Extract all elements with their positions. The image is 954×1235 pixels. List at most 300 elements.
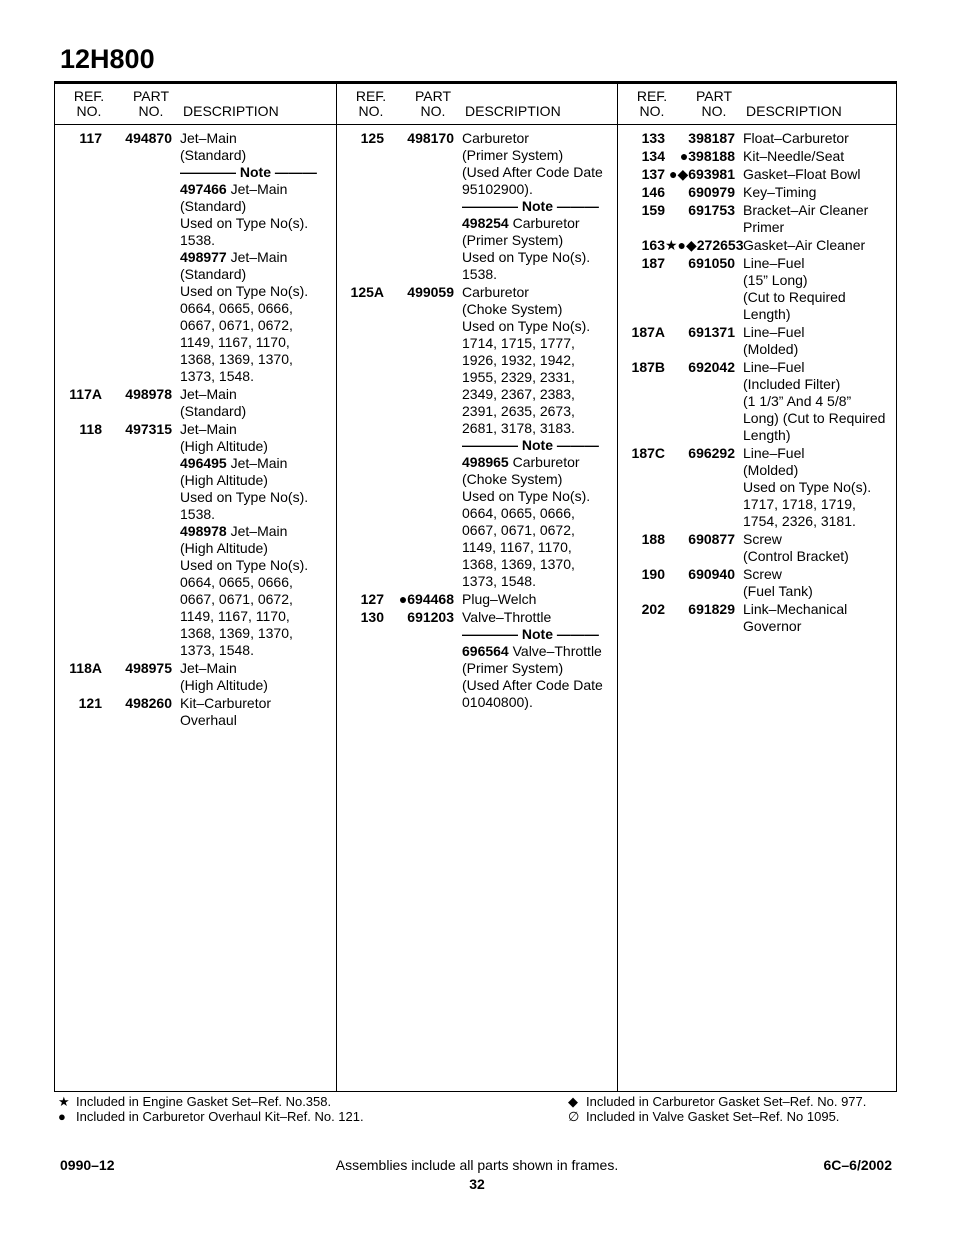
part-description [462, 284, 617, 590]
line-text: Link–Mechanical [743, 601, 848, 617]
line-text: (Used After Code Date [462, 164, 603, 180]
ref-no: 117A [69, 386, 102, 402]
description-line [180, 181, 334, 198]
description-line [180, 591, 334, 608]
ref-header-line2: NO. [639, 103, 665, 119]
line-text: (Control Bracket) [743, 548, 849, 564]
ref-no-header [339, 89, 403, 119]
line-text: 1368, 1369, 1370, [180, 351, 293, 367]
part-row [55, 386, 336, 420]
column-rows [55, 130, 336, 729]
line-text: 2349, 2367, 2383, [462, 386, 575, 402]
description-line [743, 513, 894, 530]
description-line [743, 289, 894, 306]
line-text: Jet–Main [226, 181, 288, 197]
line-text: Used on Type No(s). [462, 249, 591, 265]
line-text: Carburetor [462, 284, 529, 300]
part-description [743, 237, 896, 254]
part-no: 499059 [407, 284, 454, 300]
ref-no: 188 [641, 531, 665, 547]
footnote-empty-set [568, 1109, 839, 1124]
footnote-text: Included in Valve Gasket Set–Ref. No 1095. [586, 1109, 840, 1124]
description-line [462, 301, 615, 318]
description-line [180, 642, 334, 659]
ref-no: 187B [631, 359, 665, 375]
line-text: (High Altitude) [180, 540, 268, 556]
ref-no-header [57, 89, 121, 119]
part-row [618, 237, 896, 254]
ref-no: 159 [641, 202, 665, 218]
line-text: (Primer System) [462, 147, 564, 163]
footnote-text: Included in Engine Gasket Set–Ref. No.358. [76, 1094, 332, 1109]
description-line [180, 608, 334, 625]
line-text: Primer [743, 219, 785, 235]
description-line [180, 334, 334, 351]
part-header-line2: NO. [701, 103, 727, 119]
part-row [618, 359, 896, 444]
parts-table [54, 81, 897, 1092]
part-no: 498170 [407, 130, 454, 146]
parts-column-3 [617, 84, 896, 1091]
line-text: 1373, 1548. [180, 368, 254, 384]
line-text: Jet–Main [180, 660, 237, 676]
part-row [337, 609, 617, 711]
line-text: Length) [743, 306, 791, 322]
description-line [462, 147, 615, 164]
description-line [462, 369, 615, 386]
description-line [462, 164, 615, 181]
ref-no: 137 [641, 166, 665, 182]
column-header [618, 84, 896, 125]
part-no: ●398188 [679, 148, 735, 164]
line-text: (Choke System) [462, 301, 563, 317]
description-line [462, 181, 615, 198]
description-line [462, 591, 615, 608]
part-description [743, 601, 896, 635]
part-no: 398187 [688, 130, 735, 146]
part-row [618, 166, 896, 183]
line-text: Carburetor [508, 454, 580, 470]
description-line [462, 488, 615, 505]
description-header: DESCRIPTION [183, 103, 279, 119]
line-text: ———— Note ——— [462, 437, 599, 453]
line-text: 0667, 0671, 0672, [462, 522, 575, 538]
line-text: (1 1/3” And 4 5/8” [743, 393, 852, 409]
line-text: Jet–Main [226, 523, 288, 539]
line-text: (High Altitude) [180, 438, 268, 454]
description-line [180, 198, 334, 215]
line-text: Used on Type No(s). [462, 488, 591, 504]
footer-revision: 6C–6/2002 [823, 1157, 892, 1173]
ref-no: 127 [360, 591, 384, 607]
footnote-star [58, 1094, 331, 1109]
part-row [55, 130, 336, 385]
description-line [743, 427, 894, 444]
part-description [180, 660, 336, 694]
line-text: (Standard) [180, 266, 247, 282]
part-description [462, 130, 617, 283]
line-text: Valve–Throttle [462, 609, 552, 625]
alt-part-no: 498965 [462, 454, 509, 470]
part-row [337, 591, 617, 608]
description-line [462, 284, 615, 301]
alt-part-no: 497466 [180, 181, 227, 197]
part-description [743, 445, 896, 530]
line-text: 1373, 1548. [462, 573, 536, 589]
line-text: (High Altitude) [180, 472, 268, 488]
line-text: Line–Fuel [743, 359, 805, 375]
part-description [180, 695, 336, 729]
description-line [180, 403, 334, 420]
footnote-dot [58, 1109, 364, 1124]
line-text: ———— Note ——— [462, 626, 599, 642]
line-text: 1538. [180, 506, 216, 522]
description-line [180, 574, 334, 591]
footnote-text: Included in Carburetor Gasket Set–Ref. No. 977. [586, 1094, 867, 1109]
description-line [462, 609, 615, 626]
part-description [180, 421, 336, 659]
description-line [743, 410, 894, 427]
diamond-icon: ◆ [568, 1094, 578, 1109]
line-text: 2391, 2635, 2673, [462, 403, 575, 419]
part-no: 691829 [688, 601, 735, 617]
line-text: Key–Timing [743, 184, 817, 200]
description-line [743, 237, 894, 254]
footer-note: Assemblies include all parts shown in frames. [335, 1157, 619, 1173]
part-no-header [405, 89, 461, 119]
line-text: Bracket–Air Cleaner [743, 202, 869, 218]
description-header: DESCRIPTION [465, 103, 561, 119]
line-text: Length) [743, 427, 791, 443]
line-text: 1538. [180, 232, 216, 248]
part-no: 498260 [125, 695, 172, 711]
description-line [180, 489, 334, 506]
ref-no: 125 [360, 130, 384, 146]
line-text: Long) (Cut to Required [743, 410, 886, 426]
ref-no: 163 [641, 237, 665, 253]
description-line [462, 318, 615, 335]
line-text: Governor [743, 618, 802, 634]
line-text: Gasket–Float Bowl [743, 166, 861, 182]
line-text: Used on Type No(s). [180, 215, 309, 231]
description-line [743, 255, 894, 272]
column-rows [618, 130, 896, 635]
line-text: (Molded) [743, 341, 799, 357]
description-line [462, 505, 615, 522]
line-text: Line–Fuel [743, 445, 805, 461]
part-row [618, 566, 896, 600]
line-text: Screw [743, 566, 782, 582]
part-no: 494870 [125, 130, 172, 146]
page-title: 12H800 [60, 44, 155, 74]
line-text: 1149, 1167, 1170, [462, 539, 572, 555]
part-description [180, 130, 336, 385]
part-header-line2: NO. [420, 103, 446, 119]
description-line [180, 455, 334, 472]
line-text: (Choke System) [462, 471, 563, 487]
description-line [180, 249, 334, 266]
part-header-line1: PART [414, 88, 452, 104]
ref-no: 187 [641, 255, 665, 271]
line-text: 1955, 2329, 2331, [462, 369, 575, 385]
line-text: 01040800). [462, 694, 533, 710]
description-line [462, 660, 615, 677]
ref-no: 187C [631, 445, 665, 461]
description-line [180, 147, 334, 164]
description-line [180, 438, 334, 455]
ref-header-line2: NO. [358, 103, 384, 119]
description-line [462, 130, 615, 147]
line-text: Kit–Needle/Seat [743, 148, 845, 164]
description-line [743, 445, 894, 462]
description-line [180, 625, 334, 642]
part-no: 691203 [407, 609, 454, 625]
part-description [743, 130, 896, 147]
line-text: 1149, 1167, 1170, [180, 334, 290, 350]
part-no-header [123, 89, 179, 119]
line-text: Used on Type No(s). [180, 489, 309, 505]
description-line [180, 283, 334, 300]
line-text: Line–Fuel [743, 324, 805, 340]
line-text: Carburetor [462, 130, 529, 146]
description-line [180, 386, 334, 403]
description-line [462, 386, 615, 403]
part-no: ●◆693981 [669, 166, 735, 182]
description-line [462, 539, 615, 556]
line-text: Used on Type No(s). [180, 557, 309, 573]
part-row [337, 284, 617, 590]
line-text: Overhaul [180, 712, 237, 728]
line-text: Screw [743, 531, 782, 547]
description-line [743, 601, 894, 618]
line-text: 1714, 1715, 1777, [462, 335, 575, 351]
description-line [462, 556, 615, 573]
part-description [743, 184, 896, 201]
description-line [743, 376, 894, 393]
line-text: (Standard) [180, 403, 247, 419]
description-line [743, 219, 894, 236]
parts-column-2 [336, 84, 617, 1091]
ref-no-header [620, 89, 684, 119]
description-line [462, 677, 615, 694]
description-line [180, 300, 334, 317]
part-no: 690979 [688, 184, 735, 200]
line-text: Used on Type No(s). [462, 318, 591, 334]
line-text: Valve–Throttle [508, 643, 602, 659]
description-line [462, 215, 615, 232]
description-line [743, 583, 894, 600]
description-line [743, 130, 894, 147]
description-line [743, 548, 894, 565]
page-number: 32 [469, 1176, 485, 1192]
description-line [462, 522, 615, 539]
description-line [743, 359, 894, 376]
part-row [618, 255, 896, 323]
description-line [180, 695, 334, 712]
ref-no: 202 [641, 601, 665, 617]
alt-part-no: 498254 [462, 215, 509, 231]
part-no: 497315 [125, 421, 172, 437]
part-row [618, 184, 896, 201]
column-rows [337, 130, 617, 711]
description-line [180, 660, 334, 677]
alt-part-no: 496495 [180, 455, 227, 471]
line-text: (Standard) [180, 147, 247, 163]
description-line [743, 184, 894, 201]
line-text: 0667, 0671, 0672, [180, 317, 293, 333]
part-header-line1: PART [132, 88, 170, 104]
line-text: 0667, 0671, 0672, [180, 591, 293, 607]
empty-set-icon: ∅ [568, 1109, 580, 1124]
footnote-text: Included in Carburetor Overhaul Kit–Ref. No. 121. [76, 1109, 364, 1124]
description-line [743, 306, 894, 323]
part-description [743, 359, 896, 444]
part-row [55, 695, 336, 729]
part-row [55, 660, 336, 694]
description-line [180, 506, 334, 523]
line-text: 1926, 1932, 1942, [462, 352, 575, 368]
description-line [180, 368, 334, 385]
description-line [462, 454, 615, 471]
description-line [180, 266, 334, 283]
description-line [743, 618, 894, 635]
part-row [618, 130, 896, 147]
line-text: Plug–Welch [462, 591, 537, 607]
part-description [743, 166, 896, 183]
ref-no: 133 [641, 130, 665, 146]
line-text: (High Altitude) [180, 677, 268, 693]
alt-part-no: 696564 [462, 643, 509, 659]
line-text: (Included Filter) [743, 376, 841, 392]
ref-no: 134 [641, 148, 665, 164]
part-no: 696292 [688, 445, 735, 461]
description-line [180, 540, 334, 557]
description-line [180, 215, 334, 232]
description-line [462, 266, 615, 283]
description-line [743, 324, 894, 341]
line-text: Used on Type No(s). [180, 283, 309, 299]
part-no: ★●◆272653 [665, 237, 744, 253]
ref-no: 118A [69, 660, 102, 676]
part-row [618, 148, 896, 165]
line-text: Gasket–Air Cleaner [743, 237, 866, 253]
part-description [743, 566, 896, 600]
part-description [743, 531, 896, 565]
description-line [462, 403, 615, 420]
description-line [180, 130, 334, 147]
part-header-line2: NO. [138, 103, 164, 119]
line-text: Jet–Main [180, 421, 237, 437]
line-text: 0664, 0665, 0666, [180, 574, 293, 590]
ref-no: 146 [641, 184, 665, 200]
column-header [337, 84, 617, 125]
description-line [462, 694, 615, 711]
description-line [462, 232, 615, 249]
ref-header-line1: REF. [73, 88, 105, 104]
part-row [337, 130, 617, 283]
ref-no: 121 [78, 695, 102, 711]
part-no: 692042 [688, 359, 735, 375]
footnote-diamond [568, 1094, 866, 1109]
part-no: 690877 [688, 531, 735, 547]
line-text: Carburetor [508, 215, 580, 231]
part-no-header [686, 89, 742, 119]
line-text: Jet–Main [226, 455, 288, 471]
line-text: Line–Fuel [743, 255, 805, 271]
description-line [462, 335, 615, 352]
description-line [743, 341, 894, 358]
line-text: ———— Note ——— [180, 164, 317, 180]
description-line [743, 272, 894, 289]
part-no: 691753 [688, 202, 735, 218]
description-line [743, 462, 894, 479]
line-text: 1754, 2326, 3181. [743, 513, 856, 529]
part-description [743, 148, 896, 165]
ref-header-line2: NO. [76, 103, 102, 119]
line-text: Jet–Main [180, 386, 237, 402]
ref-no: 118 [79, 421, 102, 437]
part-description [462, 609, 617, 711]
part-no: 691050 [688, 255, 735, 271]
part-no: 498978 [125, 386, 172, 402]
description-line [743, 496, 894, 513]
part-row [618, 601, 896, 635]
line-text: (Fuel Tank) [743, 583, 813, 599]
line-text: (Primer System) [462, 232, 564, 248]
description-line [180, 472, 334, 489]
line-text: Jet–Main [180, 130, 237, 146]
description-line [462, 352, 615, 369]
alt-part-no: 498978 [180, 523, 227, 539]
ref-no: 187A [631, 324, 665, 340]
parts-column-1 [55, 84, 336, 1091]
description-line [180, 351, 334, 368]
note-separator [462, 198, 615, 215]
line-text: Float–Carburetor [743, 130, 849, 146]
alt-part-no: 498977 [180, 249, 227, 265]
ref-no: 130 [360, 609, 384, 625]
line-text: Used on Type No(s). [743, 479, 872, 495]
line-text: (15” Long) [743, 272, 808, 288]
part-no: 691371 [688, 324, 735, 340]
line-text: (Molded) [743, 462, 799, 478]
line-text: (Primer System) [462, 660, 564, 676]
description-line [743, 566, 894, 583]
description-line [743, 148, 894, 165]
line-text: 1538. [462, 266, 498, 282]
ref-no: 125A [350, 284, 384, 300]
part-no: 690940 [688, 566, 735, 582]
ref-no: 190 [641, 566, 665, 582]
description-line [180, 317, 334, 334]
description-line [462, 573, 615, 590]
part-no: ●694468 [398, 591, 454, 607]
description-line [180, 712, 334, 729]
note-separator [462, 437, 615, 454]
part-row [618, 531, 896, 565]
part-description [462, 591, 617, 608]
ref-no: 117 [79, 130, 102, 146]
description-line [743, 166, 894, 183]
description-line [462, 471, 615, 488]
description-header: DESCRIPTION [746, 103, 842, 119]
part-description [180, 386, 336, 420]
line-text: 2681, 3178, 3183. [462, 420, 575, 436]
description-line [743, 479, 894, 496]
part-description [743, 324, 896, 358]
part-header-line1: PART [695, 88, 733, 104]
note-separator [462, 626, 615, 643]
